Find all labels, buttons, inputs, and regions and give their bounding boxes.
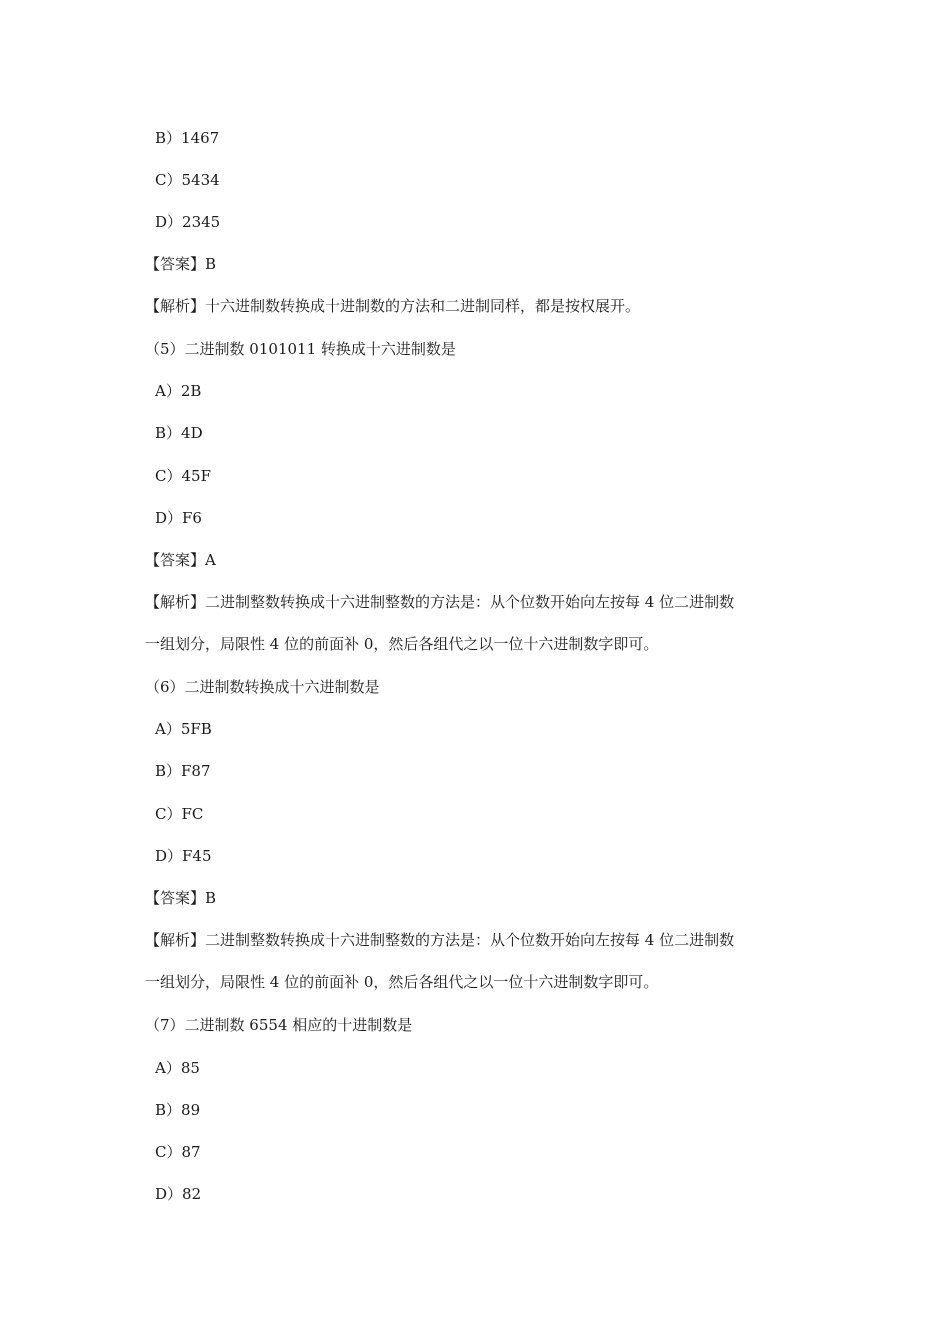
option-a: A）5FB — [155, 720, 212, 738]
option-b: B）1467 — [155, 129, 220, 147]
answer-line: 【答案】B — [145, 889, 217, 907]
option-c: C）87 — [155, 1143, 201, 1161]
option-c: C）FC — [155, 805, 204, 823]
explanation-line: 【解析】十六进制数转换成十进制数的方法和二进制同样，都是按权展开。 — [145, 297, 641, 315]
question-6: （6）二进制数转换成十六进制数是 — [145, 678, 380, 696]
explanation-line-continued: 一组划分，局限性 4 位的前面补 0，然后各组代之以一位十六进制数字即可。 — [145, 973, 659, 991]
option-d: D）F45 — [155, 847, 212, 865]
option-b: B）4D — [155, 424, 203, 442]
question-7: （7）二进制数 6554 相应的十进制数是 — [145, 1016, 413, 1034]
answer-line: 【答案】A — [145, 551, 216, 569]
option-d: D）F6 — [155, 509, 202, 527]
option-d: D）2345 — [155, 213, 221, 231]
option-b: B）89 — [155, 1101, 201, 1119]
option-c: C）45F — [155, 467, 211, 485]
option-a: A）85 — [155, 1059, 200, 1077]
explanation-line: 【解析】二进制整数转换成十六进制整数的方法是：从个位数开始向左按每 4 位二进制数 — [145, 593, 735, 611]
answer-line: 【答案】B — [145, 255, 217, 273]
option-c: C）5434 — [155, 171, 220, 189]
question-5: （5）二进制数 0101011 转换成十六进制数是 — [145, 340, 456, 358]
option-b: B）F87 — [155, 762, 211, 780]
explanation-line: 【解析】二进制整数转换成十六进制整数的方法是：从个位数开始向左按每 4 位二进制数 — [145, 931, 735, 949]
explanation-line-continued: 一组划分，局限性 4 位的前面补 0，然后各组代之以一位十六进制数字即可。 — [145, 635, 659, 653]
option-d: D）82 — [155, 1185, 202, 1203]
option-a: A）2B — [155, 382, 202, 400]
